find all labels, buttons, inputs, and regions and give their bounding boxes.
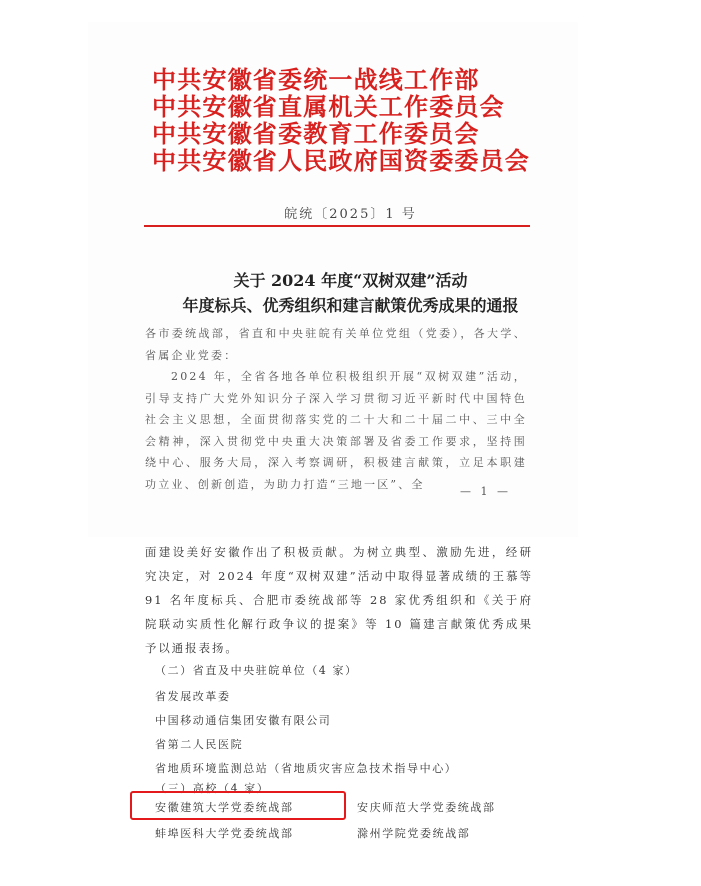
- list-item: 省发展改革委: [155, 690, 231, 703]
- addressee: 各市委统战部，省直和中央驻皖有关单位党组（党委），各大学、省属企业党委：: [145, 327, 527, 362]
- section-heading: （三）高校（4 家）: [155, 782, 270, 795]
- issuer-header: [152, 66, 532, 174]
- issuer-line: 中共安徽省委统一战线工作部: [152, 65, 480, 94]
- list-item: 蚌埠医科大学党委统战部: [155, 827, 294, 840]
- document-title-line2: 年度标兵、优秀组织和建言献策优秀成果的通报: [182, 296, 519, 315]
- list-item: 中国移动通信集团安徽有限公司: [155, 714, 332, 727]
- issuer-line: 中共安徽省直属机关工作委员会: [152, 92, 505, 121]
- section-heading: （二）省直及中央驻皖单位（4 家）: [155, 664, 358, 677]
- list-item: 滁州学院党委统战部: [357, 827, 471, 840]
- document-number: 皖统〔2025〕1 号: [284, 207, 417, 222]
- highlight-box: [130, 791, 346, 820]
- body-paragraph-page2: 面建设美好安徽作出了积极贡献。为树立典型、激励先进，经研究决定，对 2024 年度“双树双建”活动中取得显著成绩的王慕等 91 名年度标兵、合肥市委统战部等 28 家优秀组织和《关于府院联动实质性化解行政争议的提案》等 10 篇建言献策优秀成果予以通报表扬。: [145, 545, 533, 655]
- list-item: 省第二人民医院: [155, 738, 244, 751]
- issuer-line: 中共安徽省委教育工作委员会: [152, 119, 480, 148]
- document-title-line1: 关于 2024 年度“双树双建”活动: [233, 271, 468, 290]
- red-divider: [144, 225, 530, 227]
- list-item: 省地质环境监测总站（省地质灾害应急技术指导中心）: [155, 762, 458, 775]
- list-item: 安徽建筑大学党委统战部: [155, 801, 294, 814]
- issuer-line: 中共安徽省人民政府国资委委员会: [152, 146, 530, 175]
- list-item: 安庆师范大学党委统战部: [357, 801, 496, 814]
- page-number: — 1 —: [460, 485, 511, 498]
- body-paragraph-page1: 2024 年，全省各地各单位积极组织开展“双树双建”活动，引导支持广大党外知识分子深入学习贯彻习近平新时代中国特色社会主义思想，全面贯彻落实党的二十大和二十届二中、三中全会精神，深入贯彻党中央重大决策部署及省委工作要求，坚持围绕中心、服务大局，深入考察调研，积极建言献策，立足本职建功立业、创新创造，为助力打造“三地一区”、全: [145, 370, 527, 491]
